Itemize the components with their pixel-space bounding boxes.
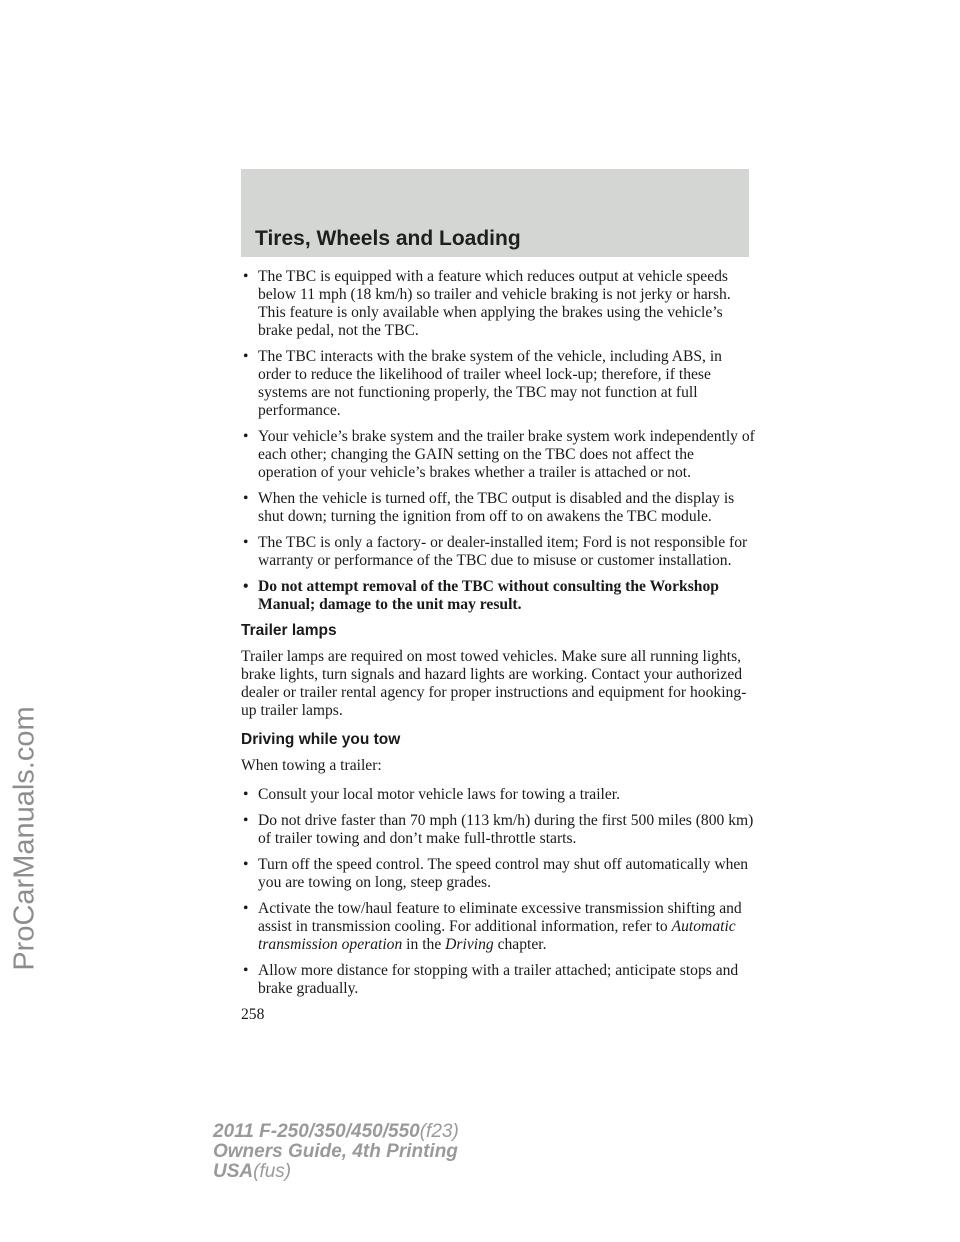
footer xyxy=(213,1122,459,1182)
section-heading-trailer-lamps: Trailer lamps xyxy=(241,622,337,639)
footer-line-region xyxy=(213,1162,459,1182)
watermark xyxy=(2,508,48,1168)
footer-region-code: (fus) xyxy=(253,1161,292,1182)
list-item: • When the vehicle is turned off, the TBC output is disabled and the display is shut down; turning the ignition from off to on awakens the TBC module. xyxy=(241,490,756,526)
list-item: • Do not drive faster than 70 mph (113 km/h) during the first 500 miles (800 km) of trailer towing and don’t make full-throttle starts. xyxy=(241,812,756,848)
tow-haul-end: chapter. xyxy=(493,936,547,953)
driving-intro: When towing a trailer: xyxy=(241,757,382,774)
reference-chapter: Driving xyxy=(445,936,494,953)
footer-model-code: (f23) xyxy=(419,1121,459,1142)
list-item: • Consult your local motor vehicle laws for towing a trailer. xyxy=(241,786,756,804)
watermark-text: ProCarManuals.com xyxy=(8,705,41,971)
page-content xyxy=(241,268,756,1024)
list-item: • Turn off the speed control. The speed control may shut off automatically when you are towing on long, steep grades. xyxy=(241,856,756,892)
tow-haul-mid: in the xyxy=(402,936,446,953)
footer-line-guide: Owners Guide, 4th Printing xyxy=(213,1141,458,1162)
chapter-header-band xyxy=(241,169,749,257)
list-item-tow-haul xyxy=(241,900,756,954)
list-item-warning: • Do not attempt removal of the TBC without consulting the Workshop Manual; damage to the unit may result. xyxy=(241,578,756,614)
list-item: • Your vehicle’s brake system and the trailer brake system work independently of each other; changing the GAIN setting on the TBC does not affect the operation of your vehicle’s brakes whether a trailer is attached or not. xyxy=(241,428,756,482)
footer-line-model xyxy=(213,1122,459,1142)
reference-title: Automatic transmission operation xyxy=(258,918,736,953)
page-number: 258 xyxy=(241,1006,265,1023)
tow-haul-text: Activate the tow/haul feature to eliminate excessive transmission shifting and assist in transmission cooling. For additional information, refer to xyxy=(258,900,742,935)
list-item: • The TBC is equipped with a feature which reduces output at vehicle speeds below 11 mph (18 km/h) so trailer and vehicle braking is not jerky or harsh. This feature is only available when applying the brakes using the vehicle’s brake pedal, not the TBC. xyxy=(241,268,756,340)
list-item: • The TBC is only a factory- or dealer-installed item; Ford is not responsible for warranty or performance of the TBC due to misuse or customer installation. xyxy=(241,534,756,570)
section-heading-driving: Driving while you tow xyxy=(241,731,401,748)
footer-model: 2011 F-250/350/450/550 xyxy=(213,1121,420,1142)
trailer-lamps-paragraph: Trailer lamps are required on most towed vehicles. Make sure all running lights, brake lights, turn signals and hazard lights are working. Contact your authorized dealer or trailer rental agency for proper instructions and equipment for hooking-up trailer lamps. xyxy=(241,648,747,719)
chapter-title: Tires, Wheels and Loading xyxy=(255,227,521,250)
tbc-notes-list xyxy=(241,268,756,614)
footer-region: USA xyxy=(213,1161,254,1182)
list-item: • The TBC interacts with the brake system of the vehicle, including ABS, in order to reduce the likelihood of trailer wheel lock-up; therefore, if these systems are not functioning properly, the TBC may not function at full performance. xyxy=(241,348,756,420)
driving-list xyxy=(241,786,756,998)
list-item: • Allow more distance for stopping with a trailer attached; anticipate stops and brake gradually. xyxy=(241,962,756,998)
